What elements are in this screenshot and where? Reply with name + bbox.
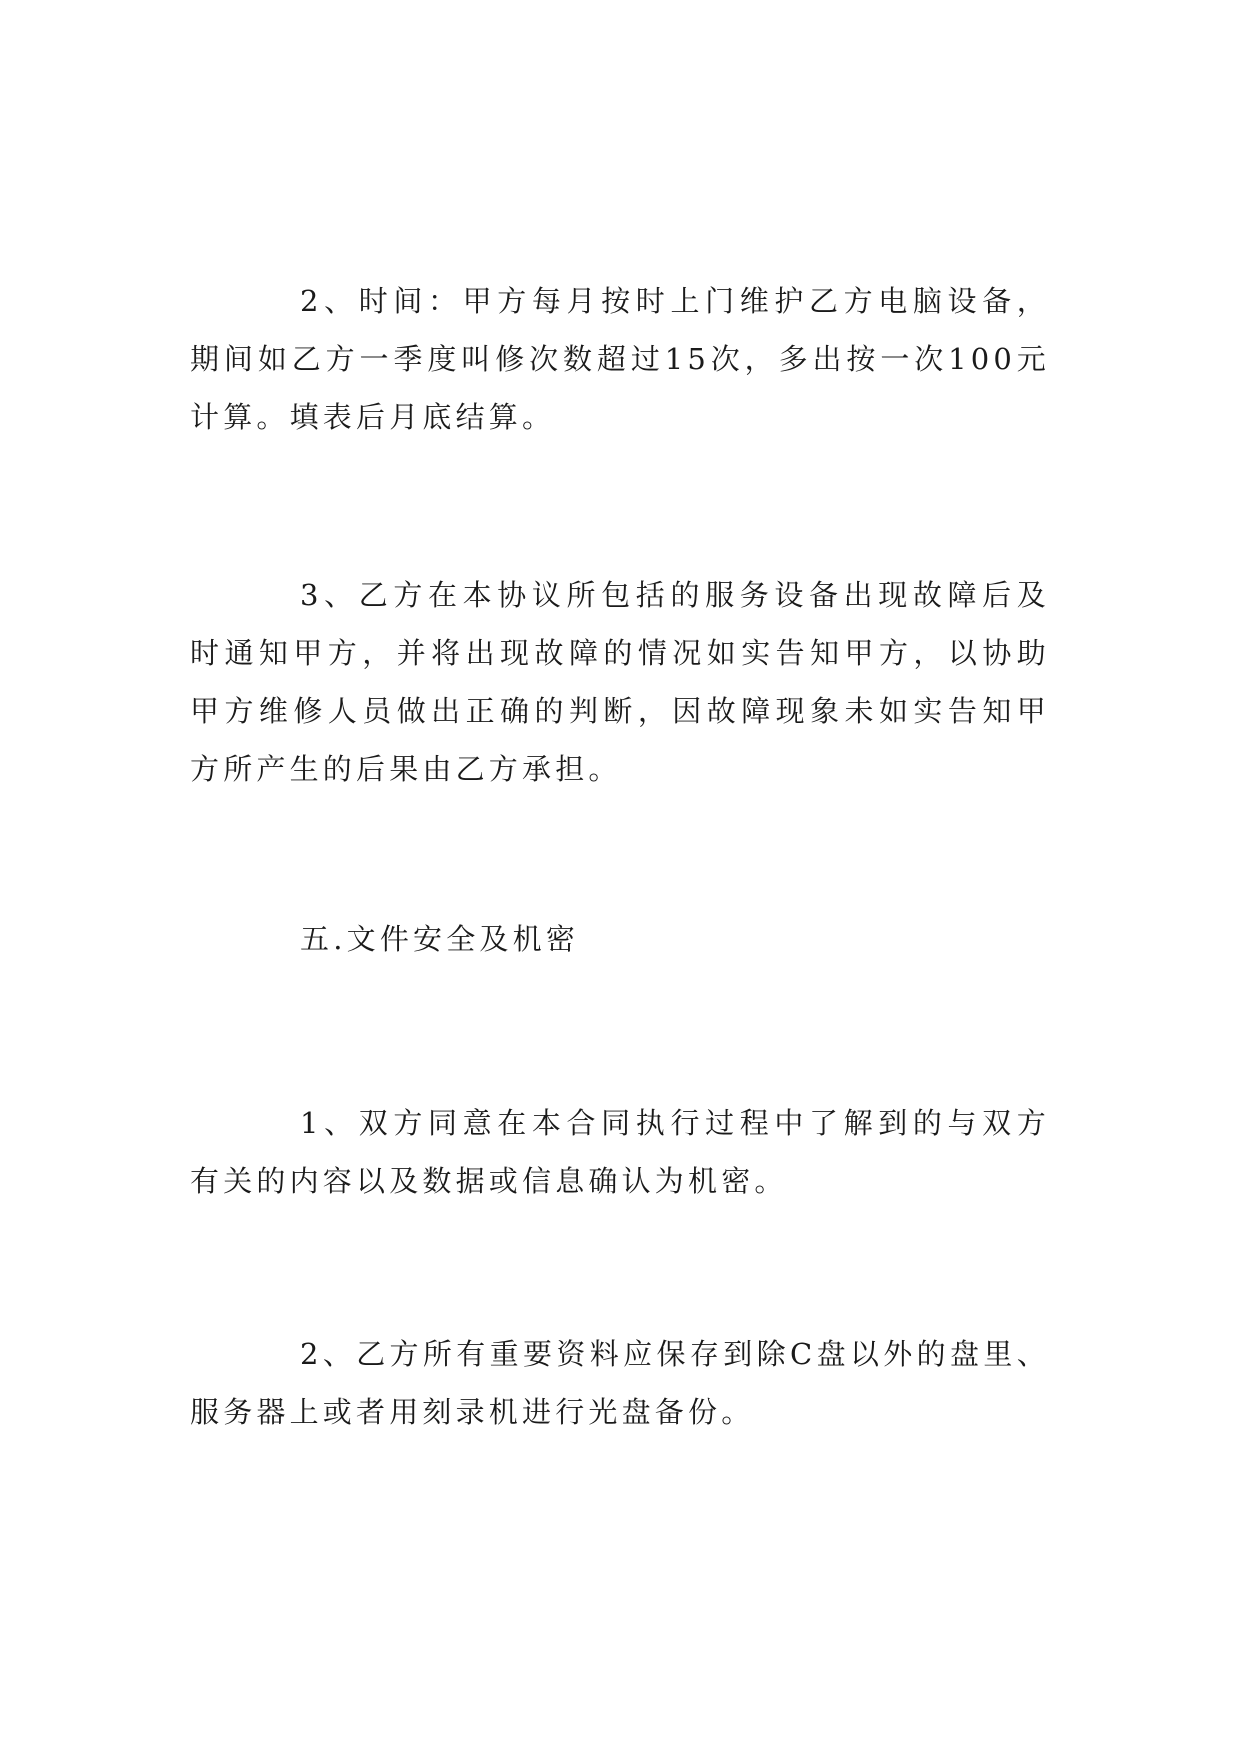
paragraph-service-time: 2、时间：甲方每月按时上门维护乙方电脑设备，期间如乙方一季度叫修次数超过15次，多出按一次100元计算。填表后月底结算。 [190,284,1050,434]
paragraph-confidentiality: 1、双方同意在本合同执行过程中了解到的与双方有关的内容以及数据或信息确认为机密。 [190,1106,1050,1198]
section-heading: 五.文件安全及机密 [300,922,580,956]
paragraph-data-backup: 2、乙方所有重要资料应保存到除C盘以外的盘里、服务器上或者用刻录机进行光盘备份。 [190,1337,1050,1429]
paragraph-fault-notification: 3、乙方在本协议所包括的服务设备出现故障后及时通知甲方，并将出现故障的情况如实告知甲方，以协助甲方维修人员做出正确的判断，因故障现象未如实告知甲方所产生的后果由乙方承担。 [190,578,1050,786]
